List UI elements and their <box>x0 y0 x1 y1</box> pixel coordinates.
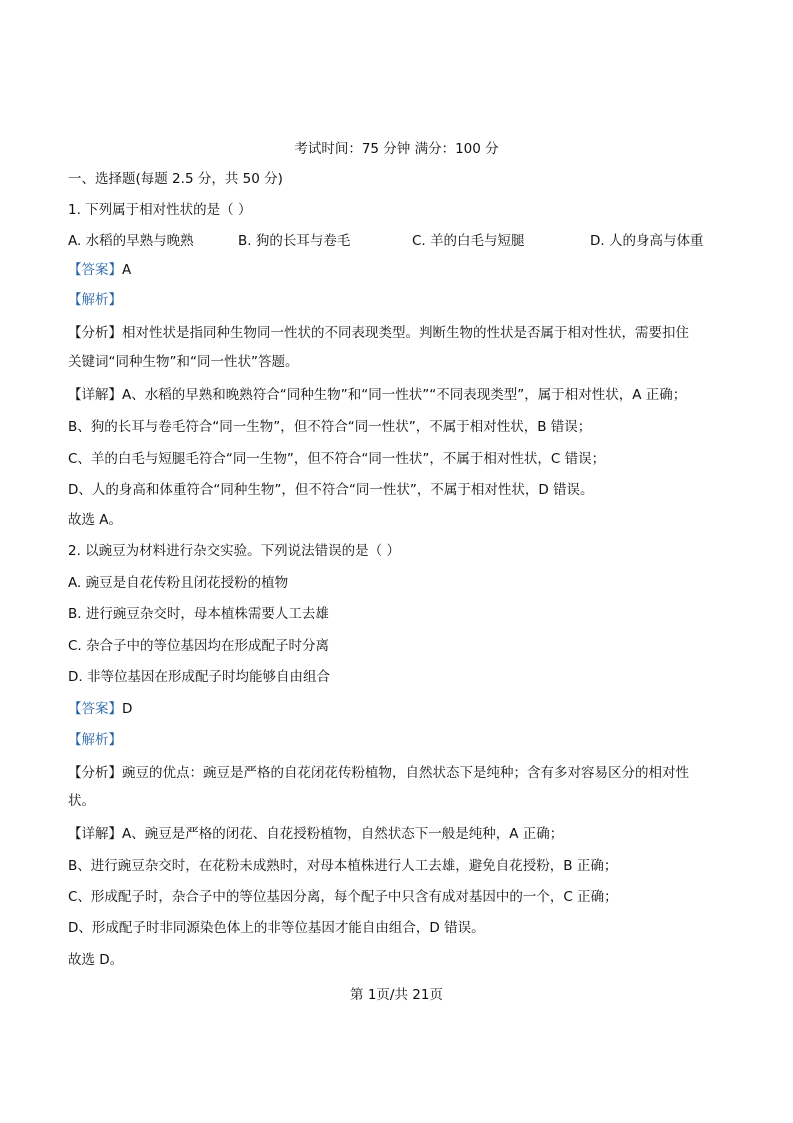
exam-info: 考试时间：75 分钟 满分：100 分 <box>294 141 499 157</box>
detail-text: A、水稻的早熟和晚熟符合“同种生物”和“同一性状”“不同表现类型”，属于相对性状，A 正确； <box>122 387 687 403</box>
option-a: A. 豌豆是自花传粉且闭花授粉的植物 <box>68 575 289 591</box>
detail-2-d: D、形成配子时非同源染色体上的非等位基因才能自由组合，D 错误。 <box>68 920 485 936</box>
detail-2-b: B、进行豌豆杂交时，在花粉未成熟时，对母本植株进行人工去雄，避免自花授粉，B 正确； <box>68 858 618 874</box>
option-c: C. 羊的白毛与短腿 <box>412 233 525 249</box>
detail-1-c: C、羊的白毛与短腿毛符合“同一生物”，但不符合“同一性状”，不属于相对性状，C 错误； <box>68 451 606 467</box>
fenxi-text: 相对性状是指同种生物同一性状的不同表现类型。判断生物的性状是否属于相对性状，需要扣住 <box>122 325 689 341</box>
option-c: C. 杂合子中的等位基因均在形成配子时分离 <box>68 638 330 654</box>
fenxi-1 <box>68 324 689 342</box>
answer-2 <box>68 700 132 718</box>
fenxi-label: 【分析】 <box>68 765 122 781</box>
answer-1 <box>68 261 131 279</box>
detail-text: A、豌豆是严格的闭花、自花授粉植物，自然状态下一般是纯种，A 正确； <box>122 826 564 842</box>
answer-value: A <box>122 262 132 278</box>
detail-1 <box>68 386 686 404</box>
detail-label: 【详解】 <box>68 826 122 842</box>
conclusion-1: 故选 A。 <box>68 512 123 528</box>
section-title: 一、选择题(每题 2.5 分，共 50 分) <box>68 171 283 187</box>
option-d: D. 非等位基因在形成配子时均能够自由组合 <box>68 669 330 685</box>
option-b: B. 狗的长耳与卷毛 <box>238 233 351 249</box>
option-d: D. 人的身高与体重 <box>590 233 704 249</box>
option-b: B. 进行豌豆杂交时，母本植株需要人工去雄 <box>68 606 329 622</box>
detail-1-b: B、狗的长耳与卷毛符合“同一生物”，但不符合“同一性状”，不属于相对性状，B 错误； <box>68 419 592 435</box>
fenxi-2-cont: 状。 <box>68 793 95 809</box>
conclusion-2: 故选 D。 <box>68 952 124 968</box>
answer-label: 【答案】 <box>68 262 122 278</box>
fenxi-label: 【分析】 <box>68 325 122 341</box>
detail-2-c: C、形成配子时，杂合子中的等位基因分离，每个配子中只含有成对基因中的一个，C 正确； <box>68 889 618 905</box>
fenxi-2 <box>68 764 689 782</box>
fenxi-1-cont: 关键词“同种生物”和“同一性状”答题。 <box>68 354 299 370</box>
answer-value: D <box>122 701 133 717</box>
option-a: A. 水稻的早熟与晚熟 <box>68 233 194 249</box>
analysis-label-1: 【解析】 <box>68 292 122 308</box>
question-1-options <box>68 232 703 250</box>
detail-2 <box>68 825 563 843</box>
detail-1-d: D、人的身高和体重符合“同种生物”，但不符合“同一性状”，不属于相对性状，D 错误。 <box>68 482 594 498</box>
answer-label: 【答案】 <box>68 701 122 717</box>
question-2-stem: 2. 以豌豆为材料进行杂交实验。下列说法错误的是（ ） <box>68 543 400 559</box>
analysis-label-2: 【解析】 <box>68 732 122 748</box>
detail-label: 【详解】 <box>68 387 122 403</box>
fenxi-text: 豌豆的优点：豌豆是严格的自花闭花传粉植物，自然状态下是纯种；含有多对容易区分的相对性 <box>122 765 689 781</box>
page-footer: 第 1页/共 21页 <box>350 987 443 1003</box>
question-1-stem: 1. 下列属于相对性状的是（ ） <box>68 202 252 218</box>
